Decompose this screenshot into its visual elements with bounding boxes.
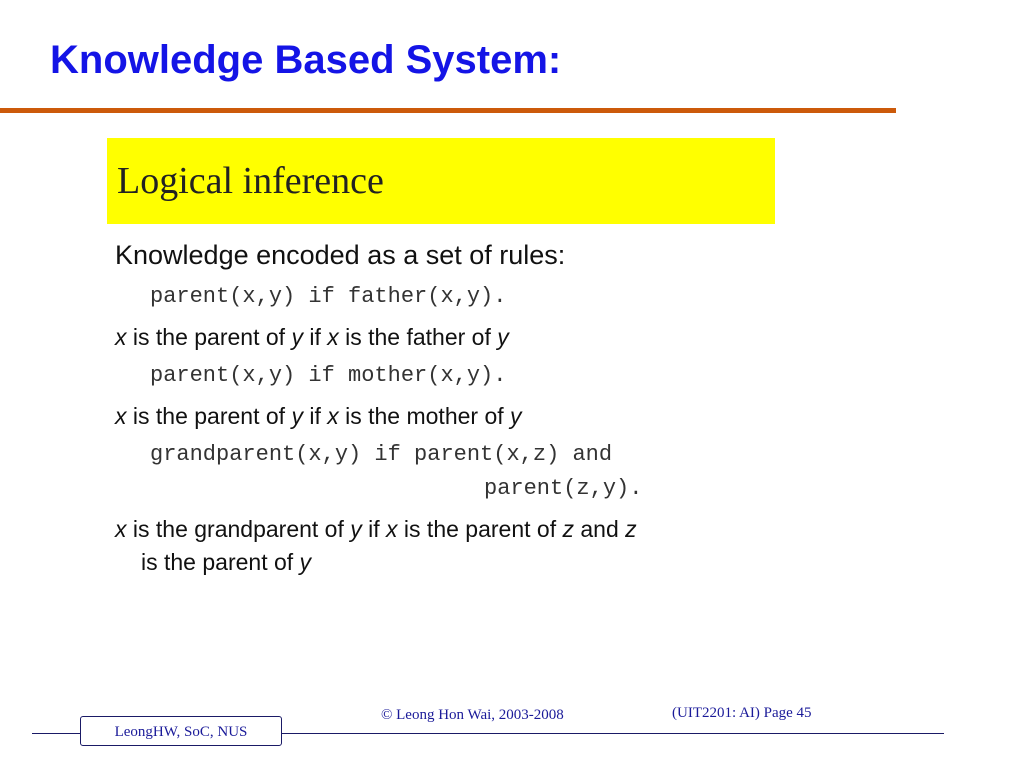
footer-page-number: (UIT2201: AI) Page 45	[672, 705, 812, 721]
footer-copyright: © Leong Hon Wai, 2003-2008	[381, 707, 564, 723]
rule3-explanation-line1: x is the grandparent of y if x is the parent of z and z	[115, 516, 637, 542]
rule1-code: parent(x,y) if father(x,y).	[150, 284, 507, 309]
title-divider	[0, 108, 896, 113]
slide-title: Knowledge Based System:	[50, 38, 562, 82]
heading-highlight-box	[107, 138, 775, 224]
rule1-explanation: x is the parent of y if x is the father of y	[115, 324, 509, 350]
rule3-explanation-line2: is the parent of y	[141, 549, 312, 575]
rule2-code: parent(x,y) if mother(x,y).	[150, 363, 507, 388]
footer-divider-left	[32, 733, 80, 734]
footer-author: LeongHW, SoC, NUS	[114, 724, 248, 740]
footer-divider-right	[282, 733, 944, 734]
section-heading: Logical inference	[117, 160, 384, 202]
rule3-code-line1: grandparent(x,y) if parent(x,z) and	[150, 442, 613, 467]
rule2-explanation: x is the parent of y if x is the mother of y	[115, 403, 522, 429]
intro-text: Knowledge encoded as a set of rules:	[115, 240, 566, 270]
rule3-code-line2: parent(z,y).	[484, 476, 643, 501]
footer-author-box	[80, 716, 282, 746]
